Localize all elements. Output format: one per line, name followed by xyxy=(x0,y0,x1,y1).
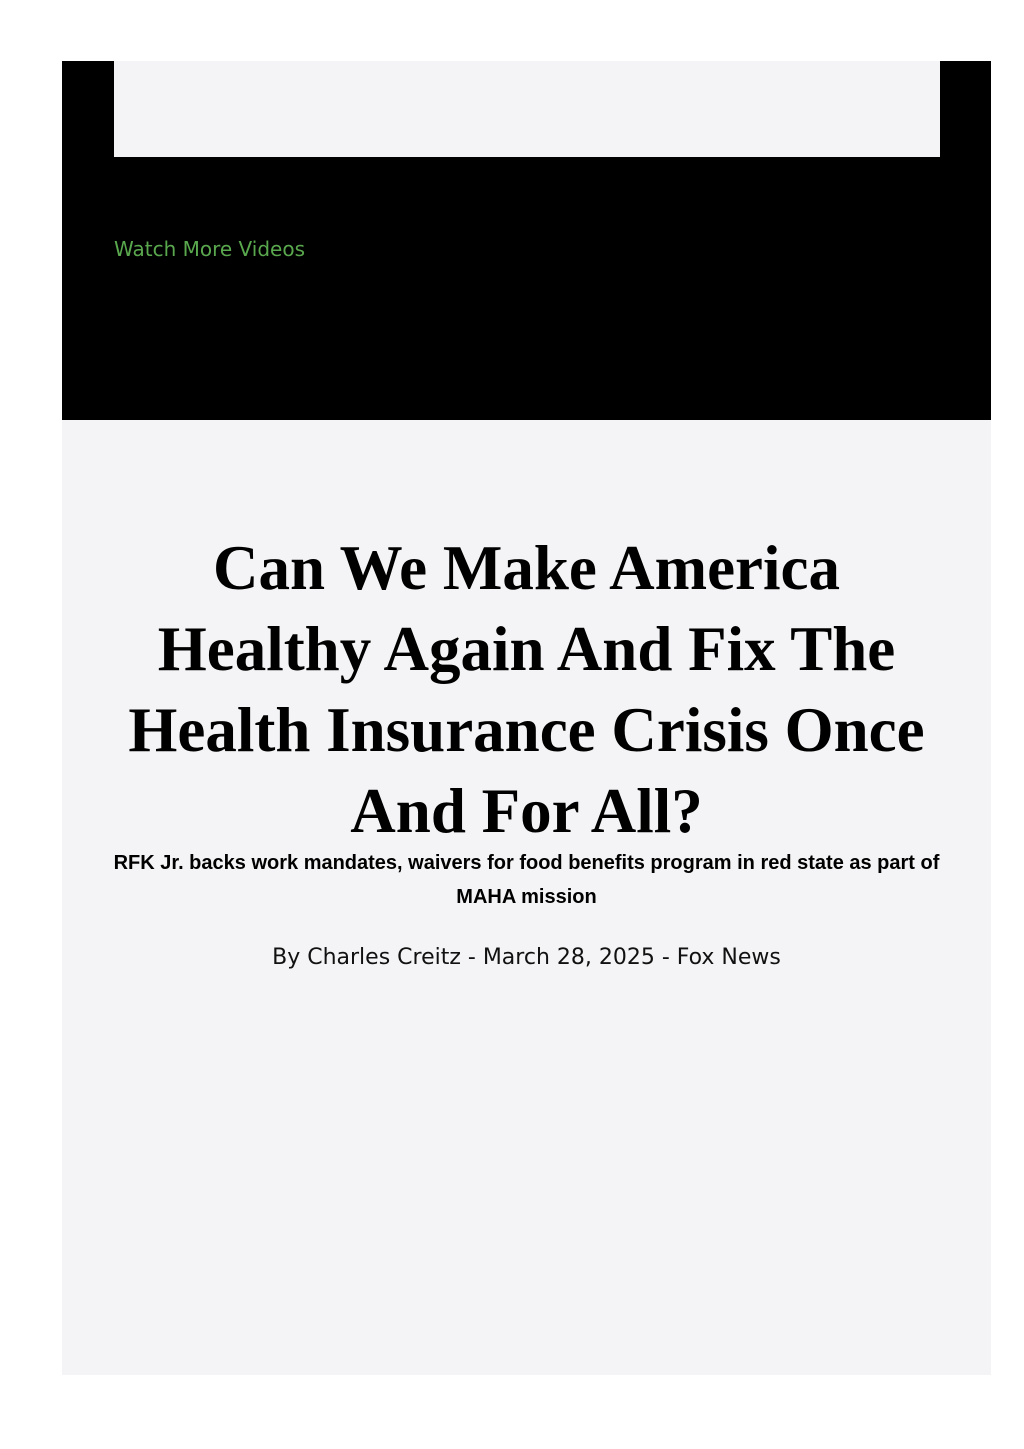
article-byline: By Charles Creitz - March 28, 2025 - Fox News xyxy=(272,945,781,970)
video-section xyxy=(62,61,991,420)
video-player-frame[interactable] xyxy=(114,61,940,157)
watch-more-videos-link[interactable]: Watch More Videos xyxy=(114,237,306,261)
article-headline: Can We Make America Healthy Again And Fix The Health Insurance Crisis Once And For All? xyxy=(128,533,925,846)
article-subheadline: RFK Jr. backs work mandates, waivers for food benefits program in red state as part of MAHA mission xyxy=(113,852,940,908)
article-section xyxy=(62,420,991,1375)
